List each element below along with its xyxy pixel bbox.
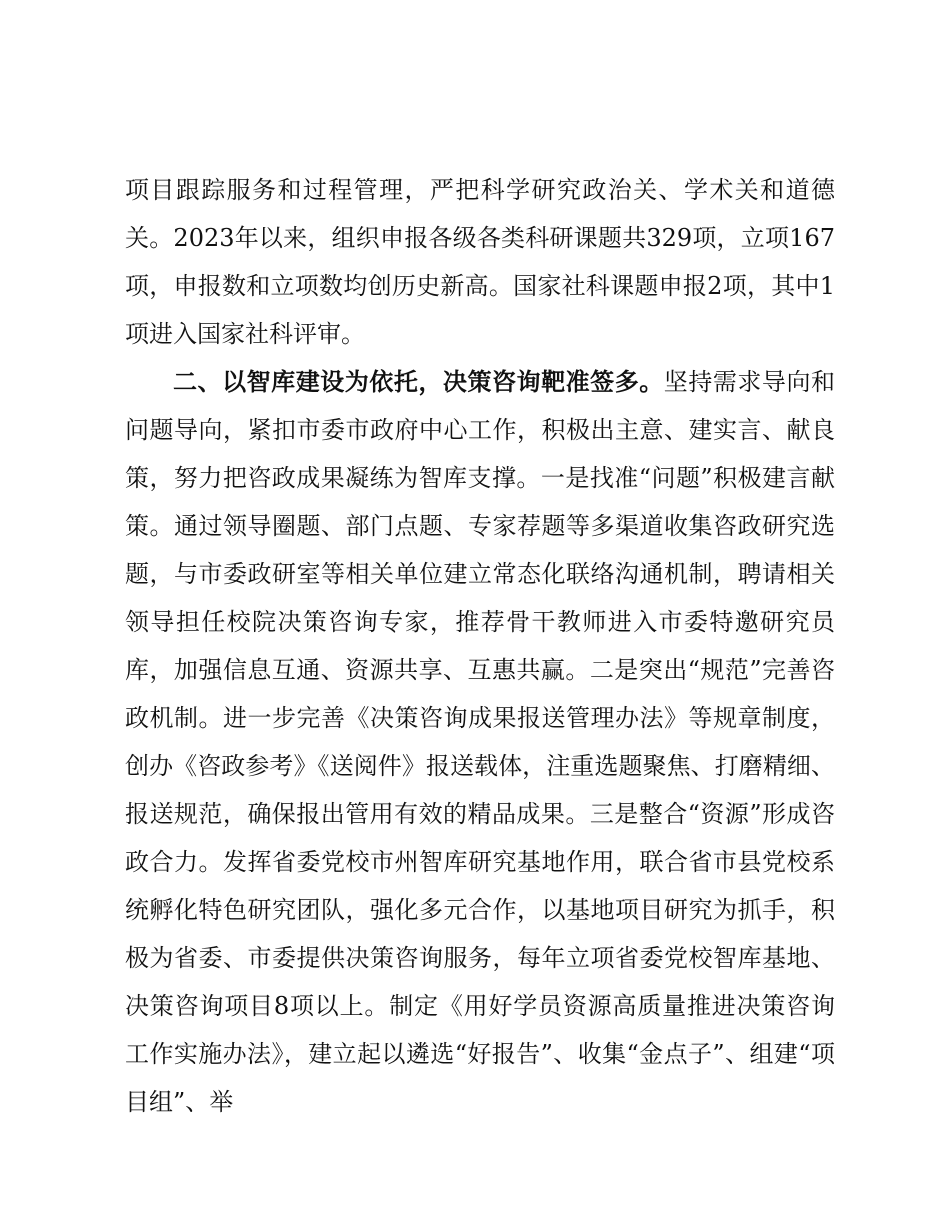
section-body-text: 坚持需求导向和问题导向，紧扣市委市政府中心工作，积极出主意、建实言、献良策，努力把咨政成果凝练为智库支撑。一是找准“问题”积极建言献策。通过领导圈题、部门点题、专家荐题等多渠道收集咨政研究选题，与市委政研室等相关单位建立常态化联络沟通机制，聘请相关领导担任校院决策咨询专家，推荐骨干教师进入市委特邀研究员库，加强信息互通、资源共享、互惠共赢。二是突出“规范”完善咨政机制。进一步完善《决策咨询成果报送管理办法》等规章制度，创办《咨政参考》《送阅件》报送载体，注重选题聚焦、打磨精细、报送规范，确保报出管用有效的精品成果。三是整合“资源”形成咨政合力。发挥省委党校市州智库研究基地作用，联合省市县党校系统孵化特色研究团队，强化多元合作，以基地项目研究为抓手，积极为省委、市委提供决策咨询服务，每年立项省委党校智库基地、决策咨询项目8项以上。制定《用好学员资源高质量推进决策咨询工作实施办法》，建立起以遴选“好报告”、收集“金点子”、组建“项目组”、举 — [125, 368, 836, 1116]
section-heading: 二、以智库建设为依托，决策咨询靶准签多。 — [173, 368, 664, 396]
paragraph-research-projects: 项目跟踪服务和过程管理，严把科学研究政治关、学术关和道德关。2023年以来，组织申报各级各类科研课题共329项，立项167项，申报数和立项数均创历史新高。国家社科课题申报2项，其中1项进入国家社科评审。 — [125, 176, 835, 348]
body-text — [125, 166, 835, 1126]
paragraph-think-tank — [125, 358, 835, 1126]
